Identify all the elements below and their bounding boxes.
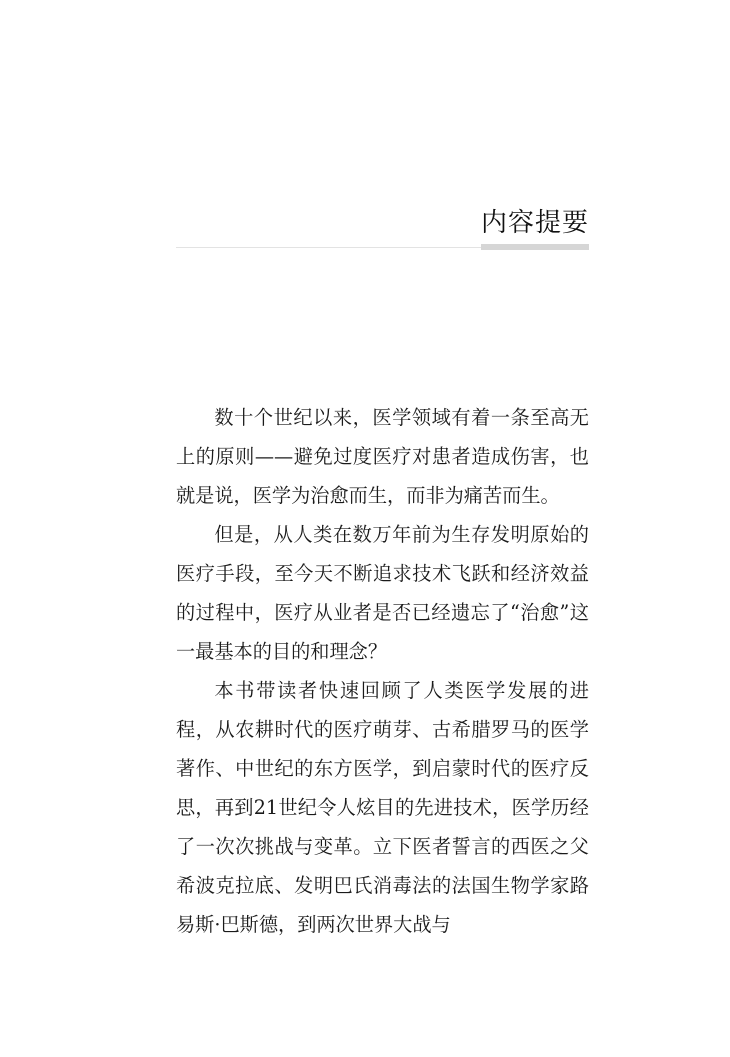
paragraph: 但是，从人类在数万年前为生存发明原始的医疗手段，至今天不断追求技术飞跃和经济效益的过程中，医疗从业者是否已经遗忘了“治愈”这一最基本的目的和理念？ <box>176 523 589 663</box>
heading-underline-accent <box>481 244 589 250</box>
section-heading <box>176 205 589 251</box>
body-text <box>176 398 589 944</box>
page-title: 内容提要 <box>480 208 589 238</box>
paragraph: 数十个世纪以来，医学领域有着一条至高无上的原则——避免过度医疗对患者造成伤害，也就是说，医学为治愈而生，而非为痛苦而生。 <box>176 406 589 507</box>
paragraph: 本书带读者快速回顾了人类医学发展的进程，从农耕时代的医疗萌芽、古希腊罗马的医学著作、中世纪的东方医学，到启蒙时代的医疗反思，再到21世纪令人炫目的先进技术，医学历经了一次次挑战与变革。立下医者誓言的西医之父希波克拉底、发明巴氏消毒法的法国生物学家路易斯·巴斯德，到两次世界大战与 <box>176 679 589 936</box>
